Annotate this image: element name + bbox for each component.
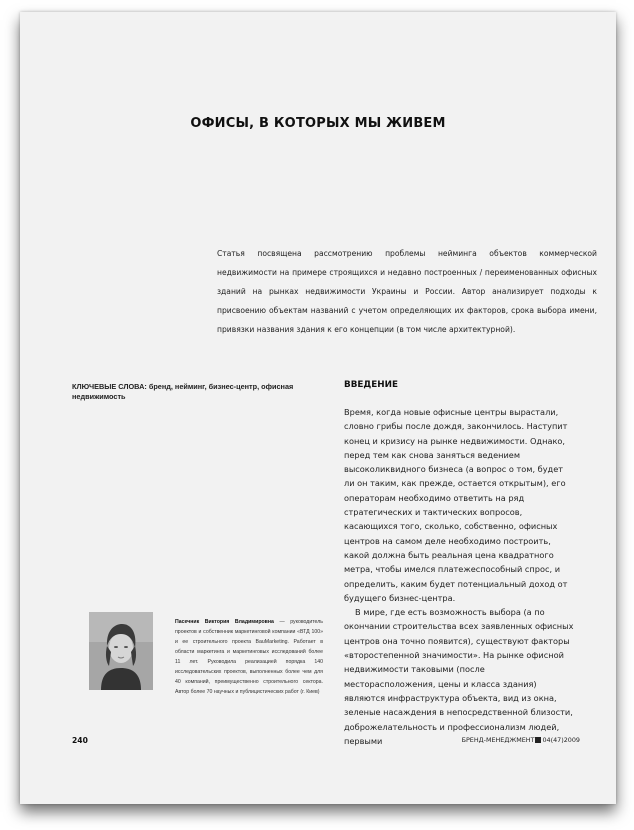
journal-footer [462,736,580,744]
author-name: Пасечник Виктория Владимировна [175,619,274,625]
magazine-page [20,12,616,804]
page-number: 240 [72,736,88,745]
issue-number: 04(47)2009 [542,736,580,744]
article-title: ОФИСЫ, В КОТОРЫХ МЫ ЖИВЕМ [190,116,446,131]
body-paragraph: В мире, где есть возможность выбора (а по окончании строительства всех заявленных офисных центров она точно появится), существуют факторы «второстепенной значимости». На рынке офисной недвижимости таковыми (после месторасположения, цены и класса здания) являются инфраструктура объекта, вид из окна, зеленые насаждения в непосредственной близости, доброжелательность и профессионализм людей, первыми [344,607,574,746]
author-portrait-image [89,612,153,690]
author-description: — руководитель проектов и собственник маркетинговой компании «ВТД 100» и ее строительного проекта BauMarketing. Работает в области маркетинга и маркетинговых исследований более 11 лет. Руководила реализацией порядка 140 исследовательских проектов, выполненных более чем для 40 компаний, преимущественно строительного сектора. Автор более 70 научных и публицистических работ (г. Киев) [175,619,323,695]
author-photo [89,612,153,690]
body-paragraph: Время, когда новые офисные центры вырастали, словно грибы после дождя, закончилось. Наступит конец и кризису на рынке недвижимости. Однако, перед тем как снова заняться ведением высоколиквидного бизнеса (а вопрос о том, будет ли он таким, как прежде, остается открытым), его операторам необходимо ответить на ряд стратегических и тактических вопросов, касающихся того, сколько, собственно, офисных центров на самом деле необходимо построить, какой должна быть реальная цена квадратного метра, чтобы имелся платежеспособный спрос, и определить, каким будет потенциальный доход от будущего бизнес-центра. [344,407,568,603]
section-heading: ВВЕДЕНИЕ [344,380,398,390]
keywords: КЛЮЧЕВЫЕ СЛОВА: бренд, нейминг, бизнес-центр, офисная недвижимость [72,382,294,401]
journal-name: БРЕНД-МЕНЕДЖМЕНТ [461,736,535,744]
article-body [344,405,574,748]
square-bullet-icon [535,737,541,743]
article-abstract: Статья посвящена рассмотрению проблемы нейминга объектов коммерческой недвижимости на примере строящихся и недавно построенных / переименованных офисных зданий на рынках недвижимости Украины и России. Автор анализирует подходы к присвоению объектам названий с учетом определяющих их факторов, срока выбора имени, привязки названия здания к его концепции (в том числе архитектурной). [217,249,597,334]
author-bio [175,617,323,697]
